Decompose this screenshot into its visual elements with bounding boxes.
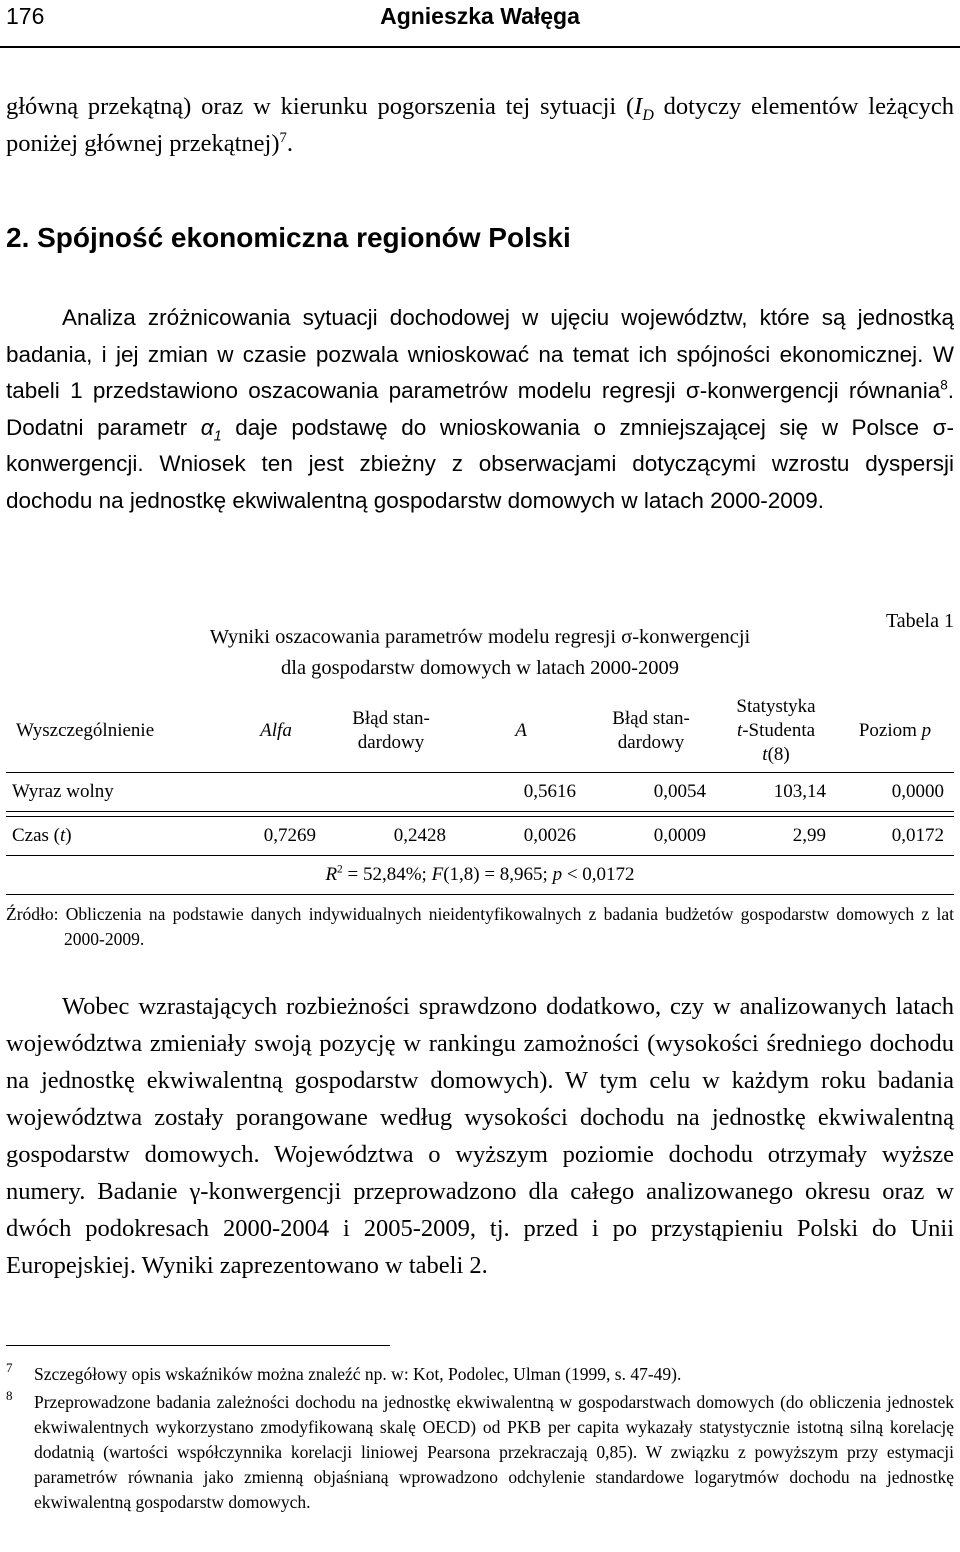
table-row: [6, 817, 954, 856]
alpha-symbol: $\alpha_1$: [200, 414, 222, 444]
header-blad-2: Błąd stan- dardowy: [612, 708, 690, 753]
section-heading: 2. Spójność ekonomiczna regionów Polski: [6, 222, 571, 253]
footnote-8: [6, 1390, 954, 1515]
cell-t: 103,14: [716, 773, 836, 812]
header-statystyka: Statystyka t-Studenta t(8): [736, 696, 816, 765]
results-table: [6, 690, 954, 895]
footnote-ref-7[interactable]: 7: [279, 129, 287, 146]
footnote-7: [6, 1362, 954, 1387]
body-paragraph-1: Analiza zróżnicowania sytuacji dochodowej w ujęciu województw, które są jednostką badania, i jej zmian w czasie pozwala wnioskować na temat ich spójności ekonomicznej. W tabeli 1 przedstawiono oszacowania parametrów modelu regresji σ-konwergencji równania$^8$. Dodatni parametr $\alpha_1$ daje podstawę do wnioskowania o zmniejszającej się w Polsce σ-konwergencji. Wniosek ten jest zbieżny z obserwacjami dotyczącymi wzrostu dyspersji dochodu na jednostkę ekwiwalentną gospodarstw domowych w latach 2000-2009.: [6, 305, 955, 513]
page-header: [0, 0, 960, 48]
cell-p: 0,0172: [836, 817, 954, 856]
cell-err1: [326, 773, 456, 812]
footnote-text: Szczegółowy opis wskaźników można znaleźć np. w: Kot, Podolec, Ulman (1999, s. 47-49).: [34, 1364, 682, 1384]
table-row: [6, 773, 954, 812]
body-paragraph-2: Wobec wzrastających rozbieżności sprawdzono dodatkowo, czy w analizowanych latach województwa zmieniały swoją pozycję w rankingu zamożności (wysokości średniego dochodu na jednostkę ekwiwalentną gospodarstw domowych). W tym celu w każdym roku badania województwa zostały porangowane według wysokości dochodu na jednostkę ekwiwalentną gospodarstw domowych. Województwa o wyższym poziomie dochodu otrzymały wyższe numery. Badanie γ-konwergencji przeprowadzono dla całego analizowanego okresu oraz w dwóch podokresach 2000-2004 i 2005-2009, tj. przed i po przystąpieniu Polski do Unii Europejskiej. Wyniki zaprezentowano w tabeli 2.: [6, 993, 954, 1279]
cell-a: 0,0026: [456, 817, 586, 856]
intro-paragraph: główną przekątną) oraz w kierunku pogorszenia tej sytuacji ($I_D$ dotyczy elementów leżących poniżej głównej przekątnej)$^7$.: [6, 93, 954, 157]
header-blad-1: Błąd stan- dardowy: [352, 708, 430, 753]
cell-a: 0,5616: [456, 773, 586, 812]
cell-t: 2,99: [716, 817, 836, 856]
running-author: Agnieszka Wałęga: [380, 3, 580, 29]
intro-text-a: główną przekątną) oraz w kierunku pogorszenia tej sytuacji (: [6, 93, 635, 120]
page-number: 176: [6, 3, 45, 29]
cell-err2: 0,0009: [586, 817, 716, 856]
footnote-mark: 7: [6, 1360, 13, 1375]
intro-text-b: dotyczy elementów leżących poniżej głównej przekątnej): [6, 93, 954, 157]
footnote-mark: 8: [6, 1388, 13, 1403]
table-number: Tabela 1: [885, 610, 954, 632]
cell-p: 0,0000: [836, 773, 954, 812]
table-header-row: [6, 690, 954, 773]
row-label: Wyraz wolny: [6, 773, 226, 812]
cell-alfa: 0,7269: [226, 817, 326, 856]
table-stats-row: [6, 856, 954, 895]
header-wyszczegolnienie: Wyszczególnienie: [16, 720, 155, 741]
row-label: Czas (t): [6, 817, 226, 856]
cell-err1: 0,2428: [326, 817, 456, 856]
header-a: A: [515, 720, 527, 741]
cell-alfa: [226, 773, 326, 812]
header-poziom-p: Poziom p: [858, 720, 932, 741]
footnote-text: Przeprowadzone badania zależności dochodu na jednostkę ekwiwalentną w gospodarstwach domowych (do obliczenia jednostek ekwiwalentnych wykorzystano zmodyfikowaną skalę OECD) od PKB per capita wykazały statystycznie istotną silną korelację dodatnią (wartości współczynnika korelacji liniowej Pearsona przekraczają 0,85). W związku z powyższym przy estymacji parametrów równania jako zmienną objaśnianą wprowadzono odchylenie standardowe logarytmów dochodu na jednostkę ekwiwalentną gospodarstw domowych.: [34, 1392, 954, 1512]
footnote-separator: [6, 1345, 390, 1346]
header-alfa: Alfa: [260, 720, 292, 741]
table-source: Źródło: Obliczenia na podstawie danych indywidualnych nieidentyfikowalnych z badania budżetów gospodarstw domowych z lat 2000-2009.: [6, 904, 954, 949]
table-caption: Wyniki oszacowania parametrów modelu regresji σ-konwergencji dla gospodarstw domowych w latach 2000-2009: [209, 626, 751, 679]
footnote-ref-8[interactable]: 8: [940, 377, 948, 393]
model-statistics: $R^2 = 52,84\%$; F(1,8) = 8,965; p < 0,0172: [6, 856, 954, 895]
cell-err2: 0,0054: [586, 773, 716, 812]
var-i: $I_D$: [634, 93, 654, 124]
